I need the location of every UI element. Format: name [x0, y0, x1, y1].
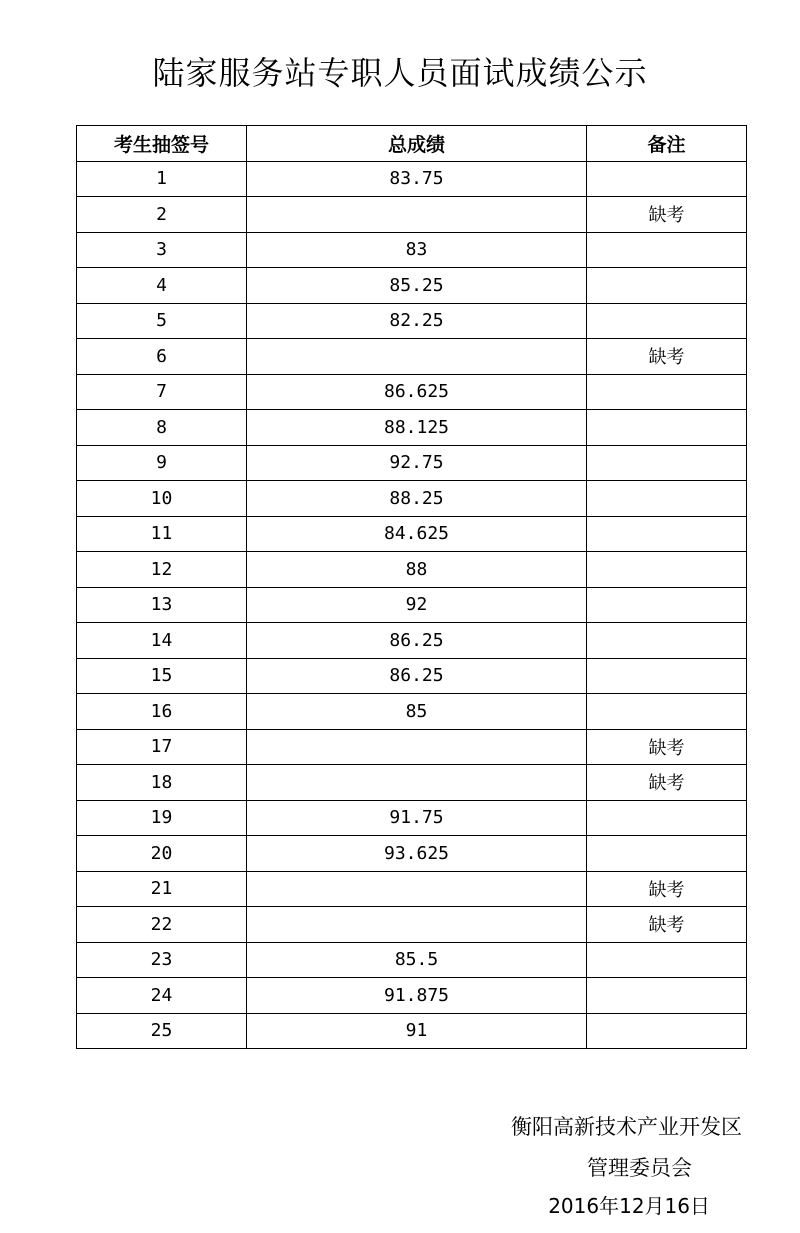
total-score-cell: 91 — [247, 1013, 587, 1049]
total-score-cell: 91.75 — [247, 800, 587, 836]
table-row — [77, 658, 747, 694]
table-row — [77, 481, 747, 517]
total-score-cell: 85.25 — [247, 268, 587, 304]
candidate-number-cell: 1 — [77, 161, 247, 197]
table-row — [77, 978, 747, 1014]
remark-cell — [587, 445, 747, 481]
remark-cell: 缺考 — [587, 339, 747, 375]
total-score-cell: 84.625 — [247, 516, 587, 552]
total-score-cell: 83.75 — [247, 161, 587, 197]
total-score-cell: 92 — [247, 587, 587, 623]
header-candidate-number: 考生抽签号 — [77, 126, 247, 162]
candidate-number-cell: 16 — [77, 694, 247, 730]
issuer-name-line2: 管理委员会 — [587, 1156, 692, 1180]
candidate-number-cell: 5 — [77, 303, 247, 339]
remark-cell — [587, 658, 747, 694]
total-score-cell: 88.125 — [247, 410, 587, 446]
total-score-cell: 88.25 — [247, 481, 587, 517]
remark-cell: 缺考 — [587, 765, 747, 801]
remark-cell: 缺考 — [587, 729, 747, 765]
table-header-row — [77, 126, 747, 162]
total-score-cell: 92.75 — [247, 445, 587, 481]
candidate-number-cell: 8 — [77, 410, 247, 446]
table-row — [77, 552, 747, 588]
table-row — [77, 303, 747, 339]
table-row — [77, 907, 747, 943]
total-score-cell: 83 — [247, 232, 587, 268]
candidate-number-cell: 3 — [77, 232, 247, 268]
candidate-number-cell: 25 — [77, 1013, 247, 1049]
remark-cell — [587, 836, 747, 872]
total-score-cell: 86.25 — [247, 658, 587, 694]
table-row — [77, 410, 747, 446]
remark-cell — [587, 587, 747, 623]
remark-cell — [587, 516, 747, 552]
page-title: 陆家服务站专职人员面试成绩公示 — [152, 54, 648, 92]
remark-cell — [587, 942, 747, 978]
remark-cell — [587, 410, 747, 446]
table-row — [77, 268, 747, 304]
candidate-number-cell: 13 — [77, 587, 247, 623]
candidate-number-cell: 7 — [77, 374, 247, 410]
total-score-cell: 93.625 — [247, 836, 587, 872]
remark-cell — [587, 978, 747, 1014]
total-score-cell: 91.875 — [247, 978, 587, 1014]
header-total-score: 总成绩 — [247, 126, 587, 162]
table-row — [77, 942, 747, 978]
candidate-number-cell: 10 — [77, 481, 247, 517]
table-row — [77, 1013, 747, 1049]
candidate-number-cell: 2 — [77, 197, 247, 233]
remark-cell — [587, 232, 747, 268]
candidate-number-cell: 4 — [77, 268, 247, 304]
remark-cell — [587, 268, 747, 304]
table-row — [77, 623, 747, 659]
table-row — [77, 197, 747, 233]
remark-cell — [587, 303, 747, 339]
table-row — [77, 445, 747, 481]
remark-cell — [587, 374, 747, 410]
total-score-cell — [247, 765, 587, 801]
table-row — [77, 836, 747, 872]
total-score-cell: 86.625 — [247, 374, 587, 410]
table-row — [77, 161, 747, 197]
remark-cell — [587, 552, 747, 588]
remark-cell — [587, 1013, 747, 1049]
header-remark: 备注 — [587, 126, 747, 162]
table-row — [77, 800, 747, 836]
table-row — [77, 871, 747, 907]
remark-cell — [587, 800, 747, 836]
candidate-number-cell: 23 — [77, 942, 247, 978]
remark-cell — [587, 694, 747, 730]
table-row — [77, 765, 747, 801]
candidate-number-cell: 24 — [77, 978, 247, 1014]
total-score-cell: 88 — [247, 552, 587, 588]
candidate-number-cell: 6 — [77, 339, 247, 375]
candidate-number-cell: 17 — [77, 729, 247, 765]
remark-cell: 缺考 — [587, 907, 747, 943]
scores-table — [76, 125, 747, 1049]
total-score-cell — [247, 907, 587, 943]
table-row — [77, 374, 747, 410]
candidate-number-cell: 22 — [77, 907, 247, 943]
remark-cell — [587, 481, 747, 517]
table-row — [77, 729, 747, 765]
candidate-number-cell: 20 — [77, 836, 247, 872]
candidate-number-cell: 19 — [77, 800, 247, 836]
total-score-cell: 86.25 — [247, 623, 587, 659]
table-row — [77, 339, 747, 375]
table-row — [77, 516, 747, 552]
candidate-number-cell: 9 — [77, 445, 247, 481]
candidate-number-cell: 21 — [77, 871, 247, 907]
remark-cell — [587, 161, 747, 197]
candidate-number-cell: 11 — [77, 516, 247, 552]
remark-cell: 缺考 — [587, 197, 747, 233]
total-score-cell — [247, 729, 587, 765]
total-score-cell: 82.25 — [247, 303, 587, 339]
total-score-cell — [247, 871, 587, 907]
total-score-cell — [247, 339, 587, 375]
candidate-number-cell: 18 — [77, 765, 247, 801]
remark-cell — [587, 623, 747, 659]
issuer-name-line1: 衡阳高新技术产业开发区 — [511, 1115, 742, 1139]
total-score-cell: 85 — [247, 694, 587, 730]
total-score-cell: 85.5 — [247, 942, 587, 978]
candidate-number-cell: 14 — [77, 623, 247, 659]
table-row — [77, 587, 747, 623]
remark-cell: 缺考 — [587, 871, 747, 907]
table-row — [77, 232, 747, 268]
candidate-number-cell: 15 — [77, 658, 247, 694]
candidate-number-cell: 12 — [77, 552, 247, 588]
table-row — [77, 694, 747, 730]
issue-date: 2016年12月16日 — [548, 1194, 710, 1218]
total-score-cell — [247, 197, 587, 233]
